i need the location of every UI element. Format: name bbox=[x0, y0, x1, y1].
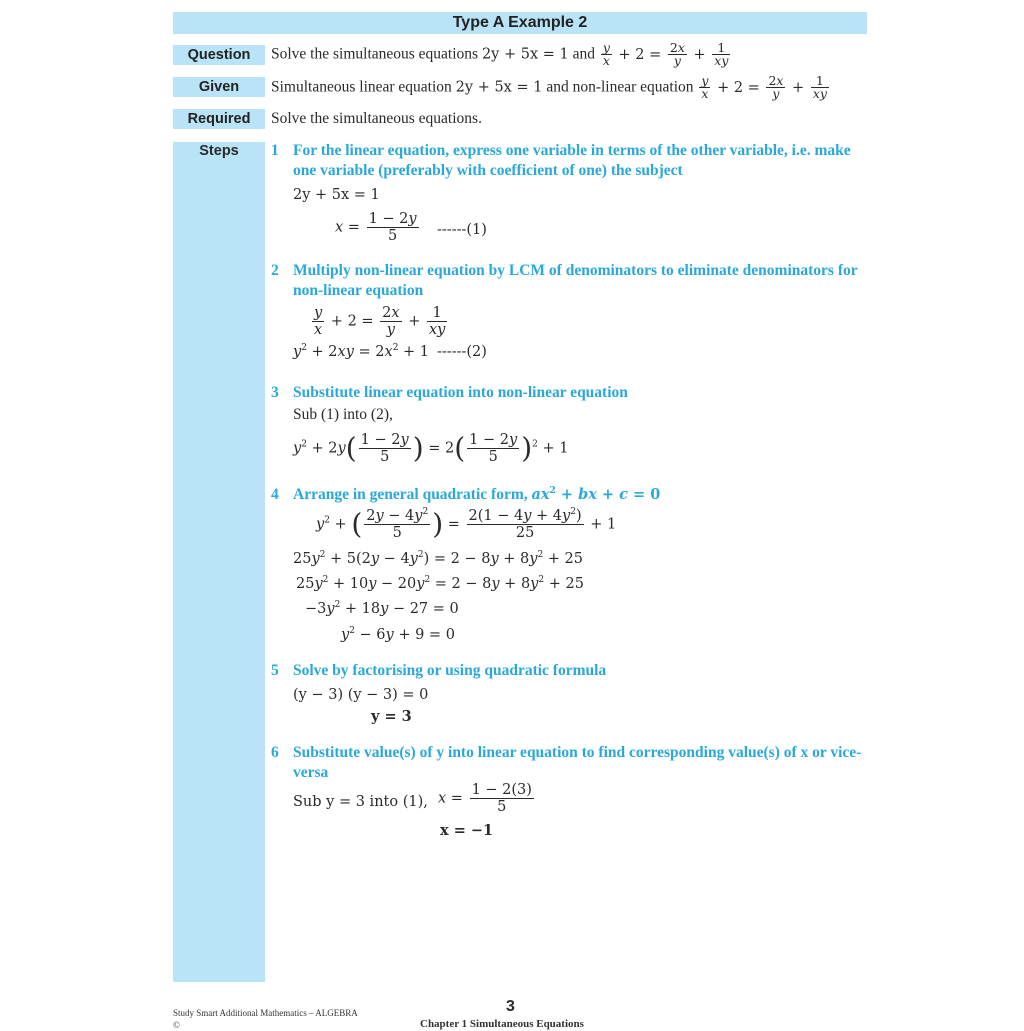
step-4-number: 4 bbox=[271, 486, 279, 503]
step-4-line-4: $-3y^2 + 18y - 27 = 0$ bbox=[305, 600, 459, 617]
step-1-heading: For the linear equation, express one variable in terms of the other variable, i.e. make one variable (preferably with coefficient of one) the subject bbox=[293, 142, 851, 179]
step-4-heading bbox=[293, 485, 873, 505]
footer-book-title: Study Smart Additional Mathematics – ALGEBRA bbox=[173, 1008, 358, 1018]
step-4-line-5: $y^2 - 6y + 9 = 0$ bbox=[341, 626, 455, 643]
step-1-number: 1 bbox=[271, 142, 279, 159]
step-5-number: 5 bbox=[271, 662, 279, 679]
footer-chapter: Chapter 1 Simultaneous Equations bbox=[420, 1018, 584, 1030]
footer-copyright: © bbox=[173, 1020, 180, 1030]
page-number: 3 bbox=[506, 998, 515, 1015]
steps-column bbox=[173, 142, 265, 982]
given-eq1: 2y + 5x = 1 bbox=[455, 79, 543, 96]
step-4-line-1: $y^2$ + ( $\frac{2y - 4y^2}{5}$ ) = $\frac{2(1 - 4y + 4y^2)}{25}$ + 1 bbox=[316, 507, 617, 541]
step-4-quadratic-form: $ax^2$ + bx + c = 0 bbox=[531, 486, 661, 503]
step-4-line-3: $25y^2 + 10y - 20y^2 = 2 - 8y + 8y^2 + 25$ bbox=[296, 575, 584, 592]
step-6-line-1: x = $\frac{1 - 2(3)}{5}$ bbox=[438, 782, 532, 815]
required-label: Required bbox=[173, 109, 265, 129]
step-5-line-1: (y − 3) (y − 3) = 0 bbox=[293, 687, 429, 703]
question-intro: Solve the simultaneous equations bbox=[271, 45, 479, 63]
step-2-line-2: $y^2 + 2xy = 2x^2 + 1$ bbox=[293, 343, 430, 360]
step-1-line-1: 2y + 5x = 1 bbox=[293, 187, 380, 203]
step-6-result: x = −1 bbox=[440, 822, 494, 839]
step-1-ref: ------(1) bbox=[437, 222, 487, 238]
given-and: and non-linear equation bbox=[546, 78, 694, 96]
footer-book bbox=[173, 1007, 358, 1031]
step-5-result: y = 3 bbox=[371, 708, 412, 725]
question-eq2: $\frac{y}{x}$ + 2 = $\frac{2x}{y}$ + $\frac{1}{xy}$ bbox=[602, 40, 729, 68]
required-text: Solve the simultaneous equations. bbox=[271, 110, 482, 127]
step-6-sub: Sub y = 3 into (1), bbox=[293, 794, 428, 810]
step-1-line-2: x = $\frac{1 - 2y}{5}$ bbox=[335, 211, 417, 244]
question-and: and bbox=[572, 45, 595, 63]
step-3-sub: Sub (1) into (2), bbox=[293, 406, 393, 423]
given-eq2: $\frac{y}{x}$ + 2 = $\frac{2x}{y}$ + $\frac{1}{xy}$ bbox=[701, 73, 827, 101]
steps-label: Steps bbox=[199, 143, 239, 159]
step-3-heading: Substitute linear equation into non-linear equation bbox=[293, 384, 628, 401]
step-3-line-1: $y^2 + 2y$( $\frac{1 - 2y}{5}$ ) = 2( $\frac{1 - 2y}{5}$ )$^2$ + 1 bbox=[293, 431, 569, 465]
step-3-number: 3 bbox=[271, 384, 279, 401]
given-label: Given bbox=[173, 77, 265, 97]
step-2-line-1: $\frac{y}{x}$ + 2 = $\frac{2x}{y}$ + $\frac{1}{xy}$ bbox=[314, 305, 446, 338]
question-label: Question bbox=[173, 45, 265, 65]
question-eq1: 2y + 5x = 1 bbox=[481, 46, 569, 63]
step-2-ref: ------(2) bbox=[437, 344, 487, 360]
step-2-number: 2 bbox=[271, 262, 279, 279]
given-intro: Simultaneous linear equation bbox=[271, 78, 452, 96]
step-2-heading: Multiply non-linear equation by LCM of denominators to eliminate denominators for non-linear equation bbox=[293, 262, 858, 299]
step-5-heading: Solve by factorising or using quadratic formula bbox=[293, 662, 607, 679]
step-4-line-2: $25y^2 + 5(2y - 4y^2) = 2 - 8y + 8y^2 + 25$ bbox=[293, 550, 584, 567]
step-6-heading: Substitute value(s) of y into linear equation to find corresponding value(s) of x or vice-versa bbox=[293, 744, 862, 781]
page-title: Type A Example 2 bbox=[173, 12, 867, 34]
step-6-number: 6 bbox=[271, 744, 279, 761]
given-text bbox=[271, 75, 831, 100]
step-4-heading-text: Arrange in general quadratic form, bbox=[293, 486, 528, 503]
question-text bbox=[271, 42, 732, 67]
